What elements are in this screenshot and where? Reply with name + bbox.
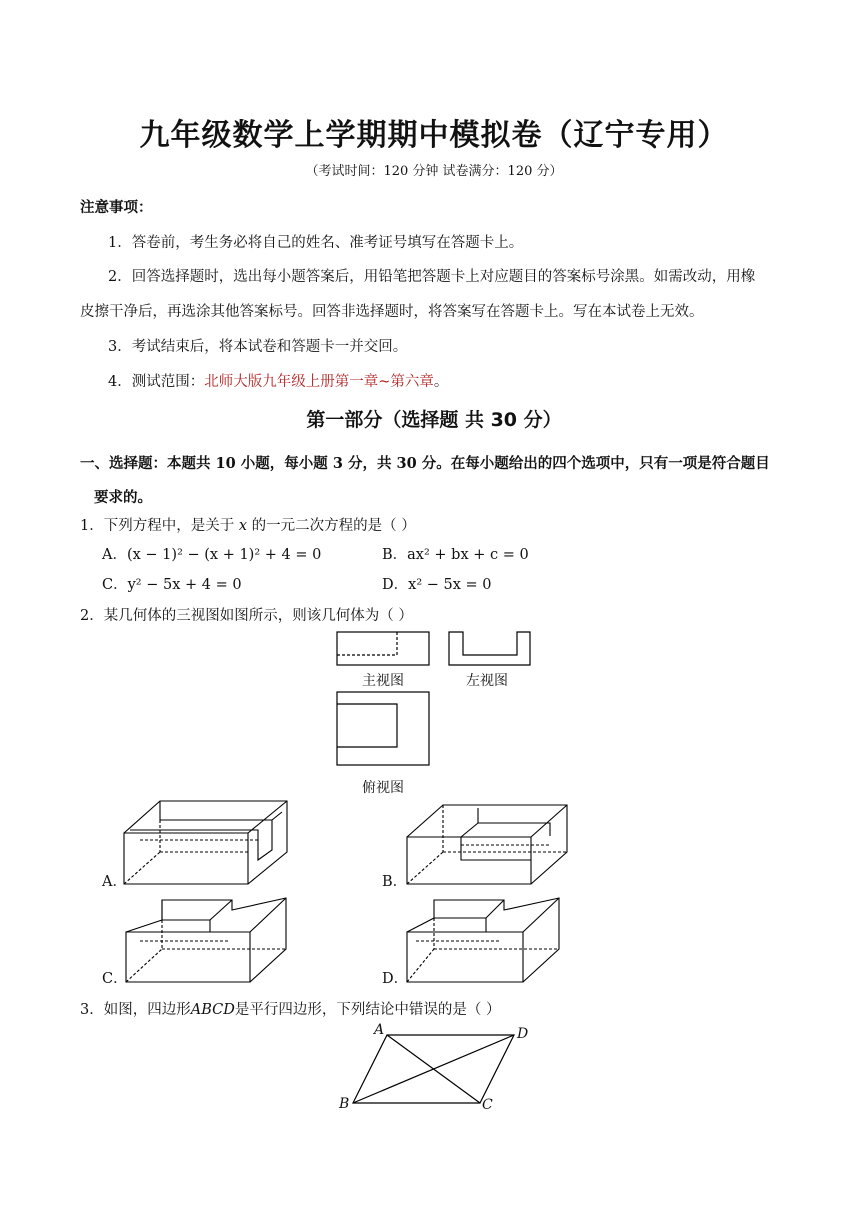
section-instruction: 一、选择题：本题共 10 小题，每小题 3 分，共 30 分。在每小题给出的四个选项中，只有一项是符合题目 bbox=[80, 455, 770, 472]
q3-stem: 3．如图，四边形ABCD是平行四边形，下列结论中错误的是（ ） bbox=[80, 1002, 501, 1018]
q2-option-d-label[interactable]: D． bbox=[382, 971, 409, 987]
q2-option-c-label[interactable]: C． bbox=[102, 971, 128, 987]
q1-option-c[interactable]: C．y² − 5x + 4 = 0 bbox=[102, 577, 242, 593]
diagonal-bd bbox=[353, 1035, 514, 1103]
q1-option-a[interactable]: A．(x − 1)² − (x + 1)² + 4 = 0 bbox=[102, 547, 322, 563]
q1-stem: 1．下列方程中，是关于 x 的一元二次方程的是（ ） bbox=[80, 518, 416, 534]
q2-option-b-label[interactable]: B． bbox=[382, 874, 408, 890]
notice-item-1: 1．答卷前，考生务必将自己的姓名、准考证号填写在答题卡上。 bbox=[108, 235, 524, 251]
page-title: 九年级数学上学期期中模拟卷（辽宁专用） bbox=[139, 118, 729, 153]
exam-info: （考试时间：120 分钟 试卷满分：120 分） bbox=[305, 164, 563, 179]
front-view-label: 主视图 bbox=[362, 673, 404, 689]
vertex-c: C bbox=[482, 1097, 493, 1113]
notice-heading: 注意事项： bbox=[80, 199, 153, 216]
scope-value: 北师大版九年级上册第一章~第六章 bbox=[204, 374, 434, 390]
notice-item-3: 3．考试结束后，将本试卷和答题卡一并交回。 bbox=[108, 339, 408, 355]
notice-item-2: 2．回答选择题时，选出每小题答案后，用铅笔把答题卡上对应题目的答案标号涂黑。如需改动，用橡 bbox=[108, 269, 756, 285]
section-instruction-cont: 要求的。 bbox=[94, 489, 152, 506]
notice-item-2-cont: 皮擦干净后，再选涂其他答案标号。回答非选择题时，将答案写在答题卡上。写在本试卷上无效。 bbox=[80, 304, 704, 320]
scope-suffix: 。 bbox=[433, 374, 449, 390]
vertex-d: D bbox=[517, 1026, 529, 1042]
q1-option-b[interactable]: B．ax² + bx + c = 0 bbox=[382, 547, 529, 563]
vertex-b: B bbox=[339, 1096, 350, 1112]
q1-option-d[interactable]: D．x² − 5x = 0 bbox=[382, 577, 492, 593]
q2-stem: 2．某几何体的三视图如图所示，则该几何体为（ ） bbox=[80, 608, 413, 624]
vertex-a: A bbox=[374, 1022, 385, 1038]
left-view-label: 左视图 bbox=[466, 673, 508, 689]
part1-heading: 第一部分（选择题 共 30 分） bbox=[306, 409, 562, 431]
q2-option-a-label[interactable]: A． bbox=[102, 874, 127, 890]
top-view-label: 俯视图 bbox=[362, 780, 404, 796]
scope-prefix: 4．测试范围： bbox=[108, 374, 205, 390]
